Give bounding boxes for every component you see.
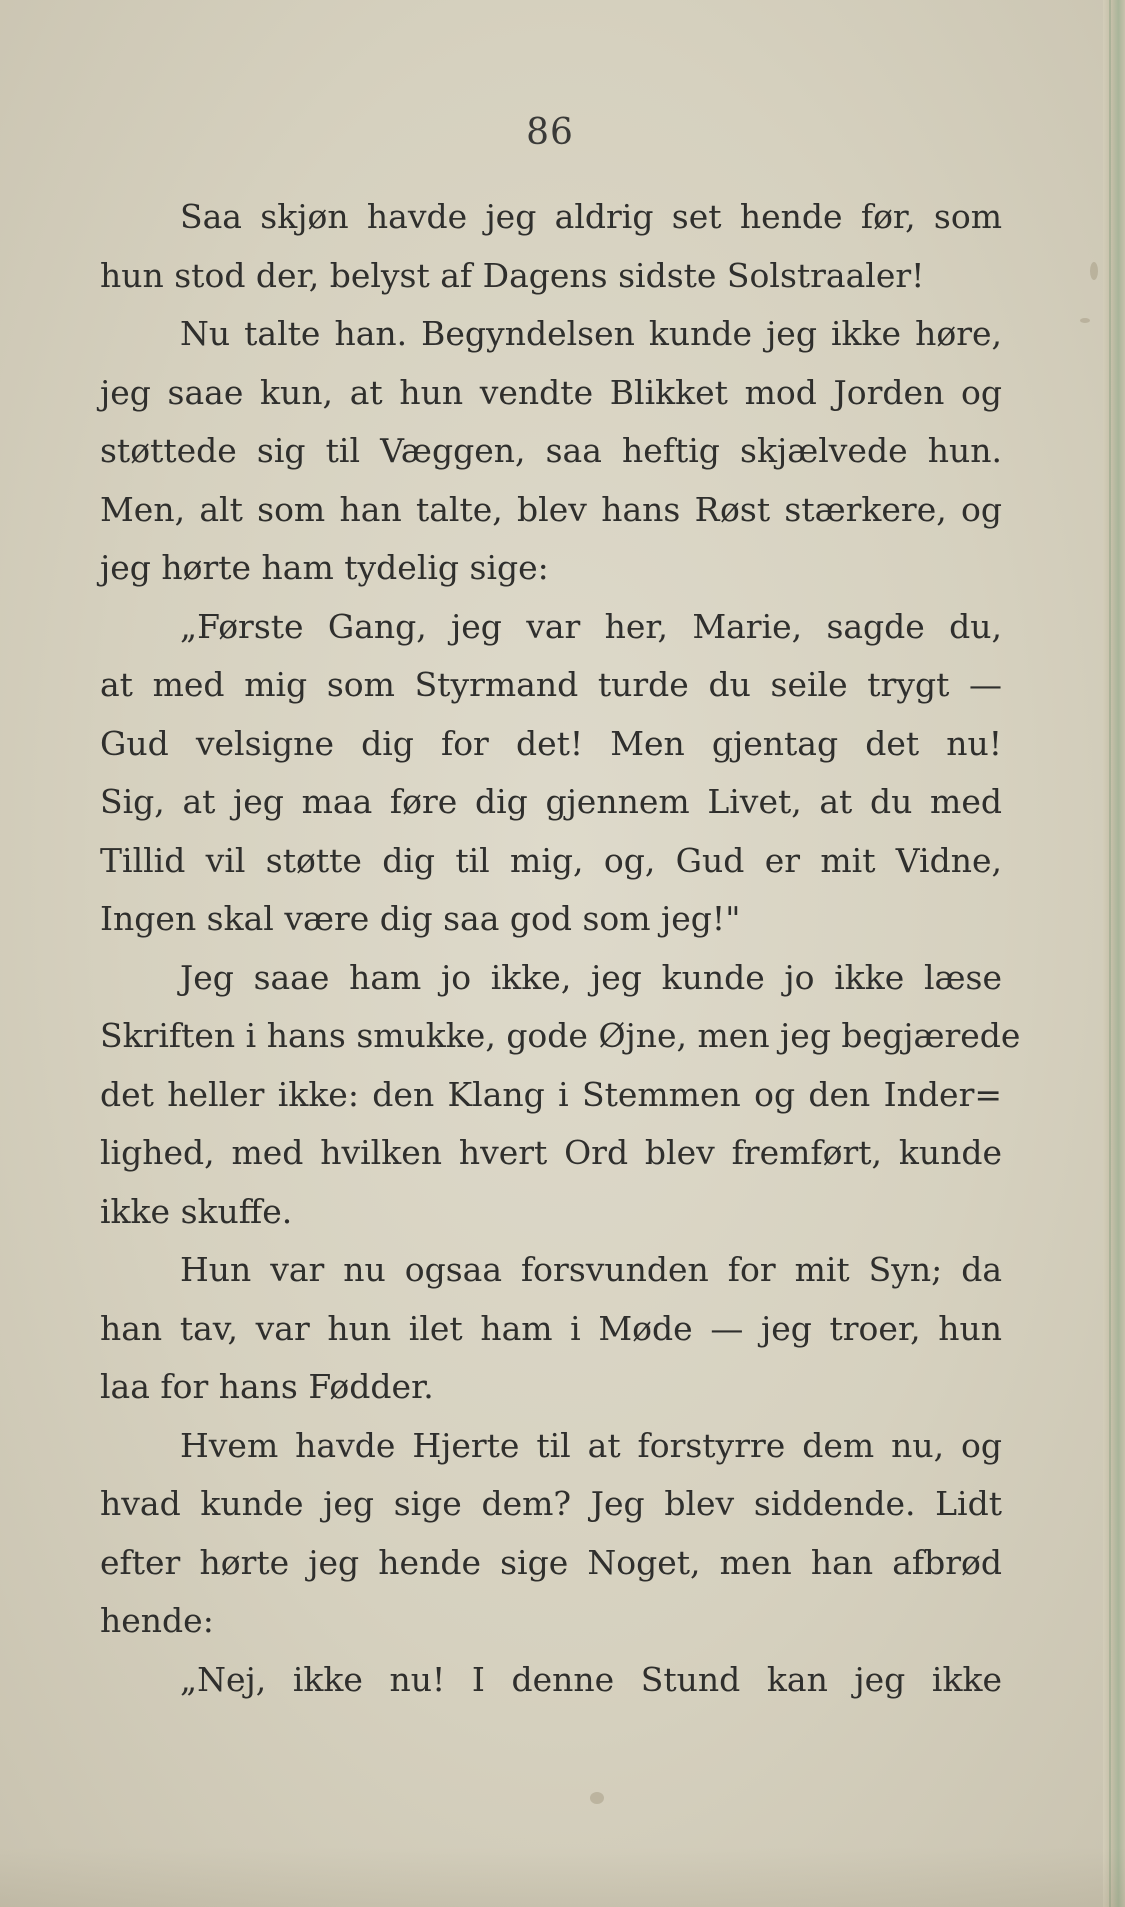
text-line: efter hørte jeg hende sige Noget, men han afbrød	[100, 1542, 1002, 1582]
text-line: Hun var nu ogsaa forsvunden for mit Syn; da	[180, 1250, 1002, 1289]
text-line: at med mig som Styrmand turde du seile trygt —	[100, 665, 1002, 704]
text-line: Gud velsigne dig for det! Men gjentag det nu!	[100, 723, 1002, 763]
text-line: Men, alt som han talte, blev hans Røst stærkere, og	[100, 489, 1002, 529]
text-line: Sig, at jeg maa føre dig gjennem Livet, at du med	[100, 782, 1002, 821]
text-line: jeg saae kun, at hun vendte Blikket mod Jorden og	[100, 372, 1002, 412]
text-line: Ingen skal være dig saa god som jeg!"	[100, 899, 741, 938]
text-line: støttede sig til Væggen, saa heftig skjælvede hun.	[100, 431, 1002, 470]
body-text	[100, 188, 1021, 1709]
page-shadow	[0, 1847, 1125, 1907]
text-line: Nu talte han. Begyndelsen kunde jeg ikke høre,	[180, 314, 1002, 353]
paper-speck	[590, 1792, 604, 1804]
text-line: Skriften i hans smukke, gode Øjne, men jeg begjærede	[100, 1016, 1021, 1055]
text-line: hvad kunde jeg sige dem? Jeg blev siddende. Lidt	[100, 1484, 1002, 1523]
text-line: „Nej, ikke nu! I denne Stund kan jeg ikke	[180, 1659, 1002, 1699]
page-edge	[1103, 0, 1125, 1907]
text-line: hun stod der, belyst af Dagens sidste Solstraaler!	[100, 255, 925, 295]
text-line: Tillid vil støtte dig til mig, og, Gud er mit Vidne,	[100, 840, 1002, 880]
text-line: han tav, var hun ilet ham i Møde — jeg troer, hun	[100, 1308, 1002, 1348]
text-line: Hvem havde Hjerte til at forstyrre dem nu, og	[180, 1425, 1002, 1465]
page-number: 86	[526, 112, 574, 153]
text-line: jeg hørte ham tydelig sige:	[100, 548, 549, 587]
paper-speck	[1090, 262, 1098, 280]
text-line: Saa skjøn havde jeg aldrig set hende før, som	[180, 197, 1002, 236]
text-line: Jeg saae ham jo ikke, jeg kunde jo ikke læse	[180, 957, 1002, 997]
text-line: hende:	[100, 1601, 214, 1640]
paper-speck	[1080, 318, 1090, 323]
text-line: laa for hans Fødder.	[100, 1367, 434, 1406]
text-line: lighed, med hvilken hvert Ord blev fremført, kunde	[100, 1133, 1002, 1172]
text-line: ikke skuffe.	[100, 1191, 293, 1231]
text-line: det heller ikke: den Klang i Stemmen og den Inder=	[100, 1074, 1002, 1114]
text-line: „Første Gang, jeg var her, Marie, sagde du,	[180, 606, 1002, 646]
